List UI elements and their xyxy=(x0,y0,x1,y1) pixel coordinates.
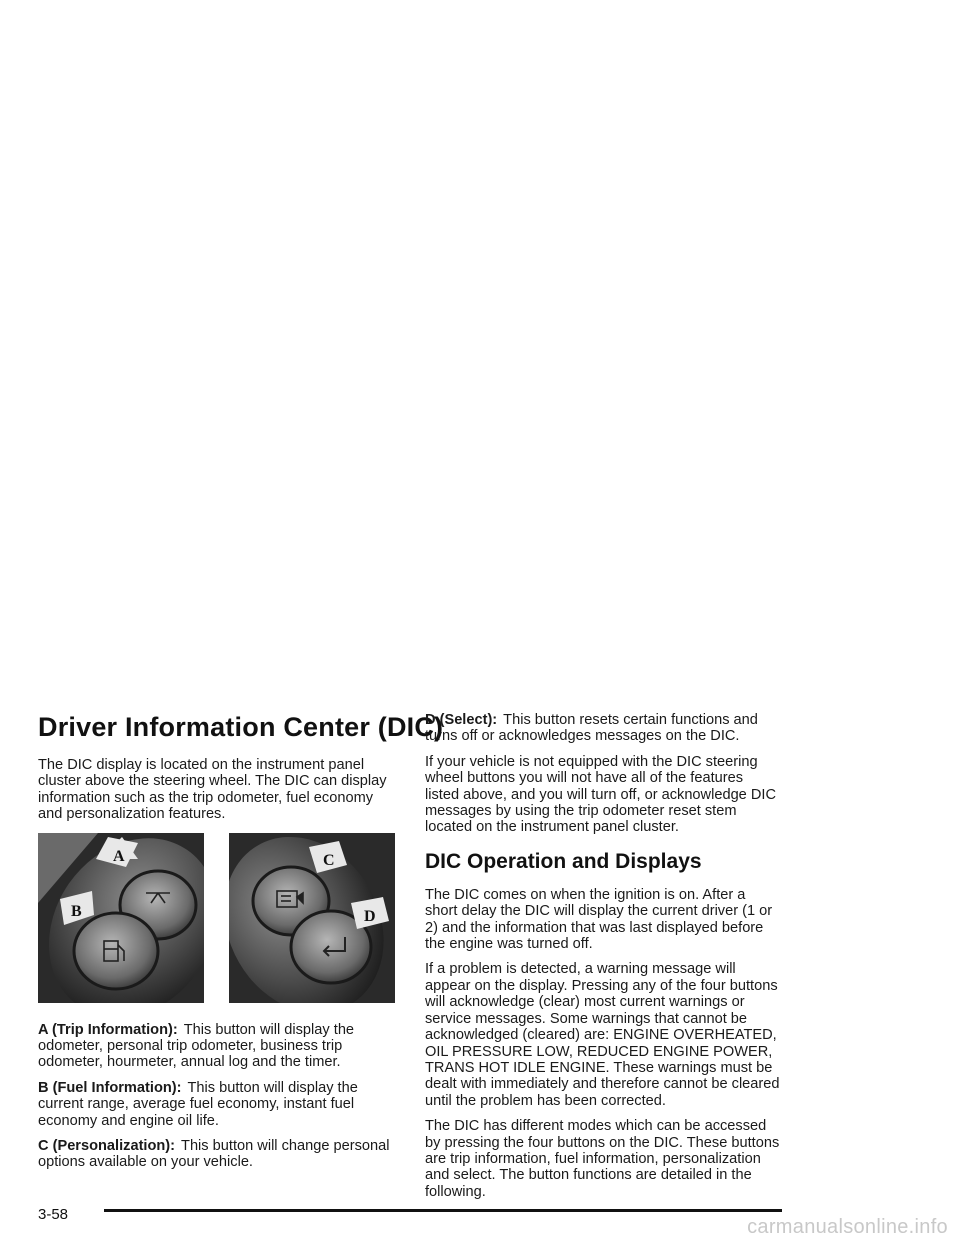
no-dic-buttons-paragraph: If your vehicle is not equipped with the DIC steering wheel buttons you will not have all of the features listed above, and you will turn off, or acknowledge DIC messages by using the trip odometer reset stem located on the instrument panel cluster. xyxy=(425,753,776,836)
item-c xyxy=(38,1138,394,1171)
item-b-text: This button will display the current range, average fuel economy, instant fuel economy and engine oil life. xyxy=(38,1079,358,1129)
label-b: B xyxy=(71,902,82,920)
item-a-term: A (Trip Information): xyxy=(38,1021,178,1038)
right-column xyxy=(425,712,781,1209)
item-c-term: C (Personalization): xyxy=(38,1138,176,1155)
label-c: C xyxy=(323,851,335,869)
intro-paragraph: The DIC display is located on the instrument panel cluster above the steering wheel. The DIC can display information such as the trip odometer, fuel economy and personalization features. xyxy=(38,757,387,823)
operation-paragraph-2: If a problem is detected, a warning message will appear on the display. Pressing any of the four buttons will acknowledge (clear) most current warnings or service messages. Some warnings that cannot be acknowledged (cleared) are: ENGINE OVERHEATED, OIL PRESSURE LOW, REDUCED ENGINE POWER, TRANS HOT IDLE ENGINE. These warnings must be dealt with immediately and therefore cannot be cleared until the problem has been corrected. xyxy=(425,961,780,1109)
section-title: DIC Operation and Displays xyxy=(425,849,702,873)
item-b xyxy=(38,1080,394,1129)
item-a-text: This button will display the odometer, personal trip odometer, business trip odometer, hourmeter, annual log and the timer. xyxy=(38,1021,355,1071)
label-a: A xyxy=(113,847,125,865)
item-d-text: This button resets certain functions and turns off or acknowledges messages on the DIC. xyxy=(425,712,758,745)
photo-buttons-c-d xyxy=(229,833,395,1003)
page-number: 3-58 xyxy=(38,1206,69,1223)
label-d: D xyxy=(364,907,376,925)
item-d xyxy=(425,712,781,745)
item-b-term: B (Fuel Information): xyxy=(38,1079,182,1096)
item-c-text: This button will change personal options available on your vehicle. xyxy=(38,1138,390,1171)
dic-buttons-figure xyxy=(38,833,394,1008)
footer-rule xyxy=(104,1209,782,1212)
photo-buttons-a-b xyxy=(38,833,204,1003)
item-d-term: D (Select): xyxy=(425,712,498,728)
operation-paragraph-1: The DIC comes on when the ignition is on. After a short delay the DIC will display the current driver (1 or 2) and the information that was last displayed before the engine was turned off. xyxy=(425,886,773,953)
page-title: Driver Information Center (DIC) xyxy=(38,712,444,742)
left-column xyxy=(38,712,444,1180)
watermark: carmanualsonline.info xyxy=(747,1216,948,1238)
operation-paragraph-3: The DIC has different modes which can be accessed by pressing the four buttons on the DIC. These buttons are trip information, fuel information, personalization and select. The button functions are detailed in the following. xyxy=(425,1118,780,1200)
item-a xyxy=(38,1022,394,1071)
